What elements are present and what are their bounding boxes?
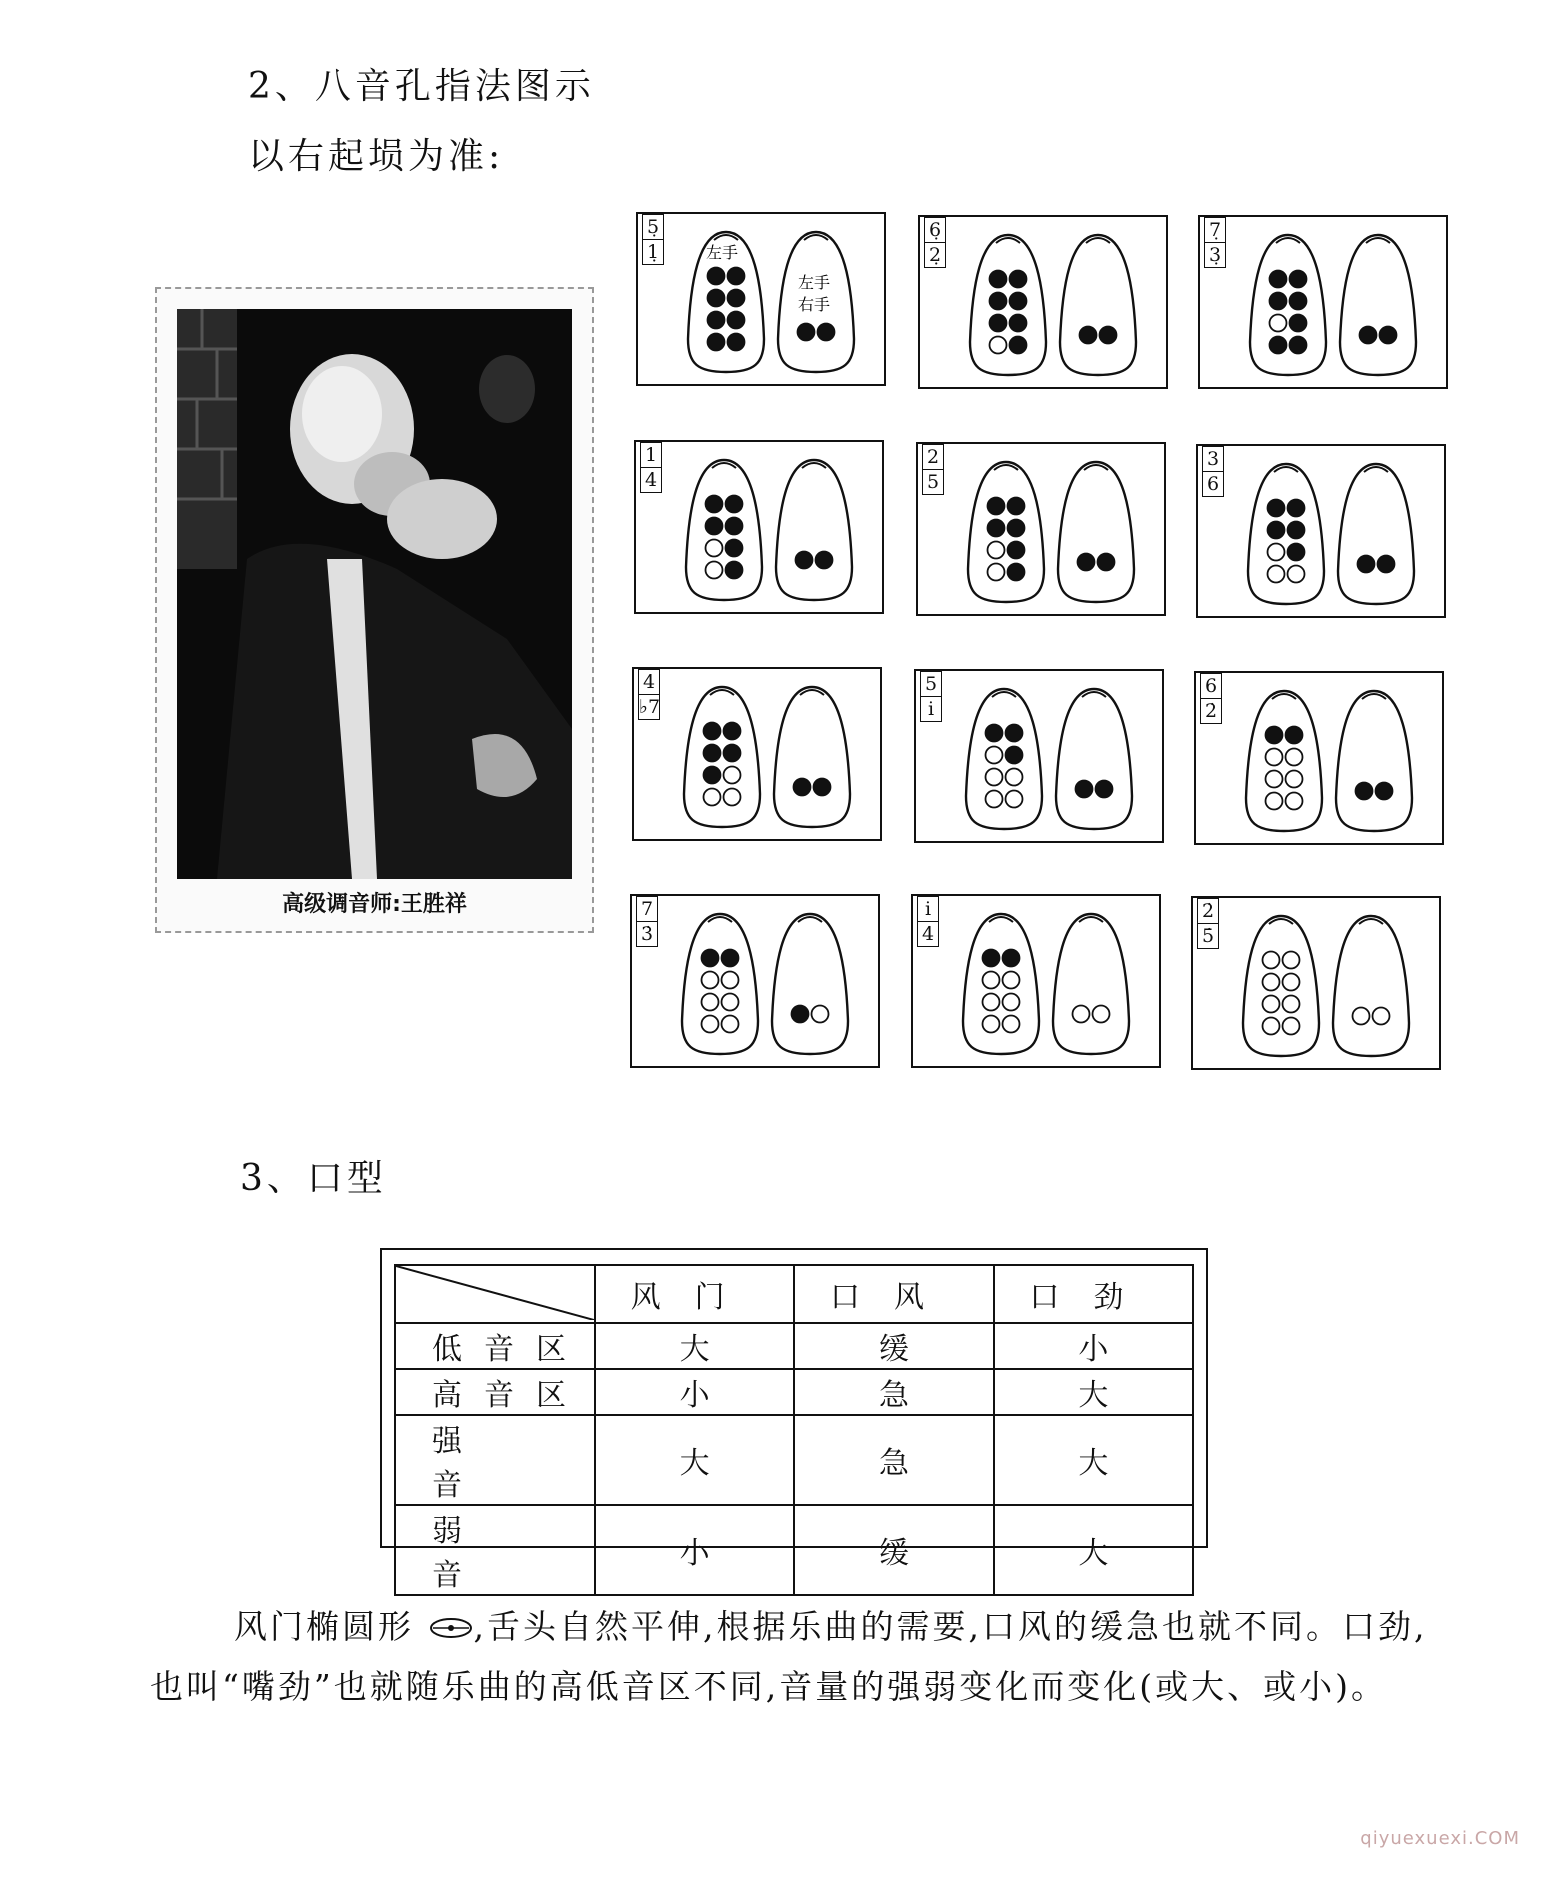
closed-hole-icon	[990, 315, 1007, 332]
open-hole-icon	[1093, 1006, 1110, 1023]
closed-hole-icon	[986, 725, 1003, 742]
fingering-card-2	[918, 215, 1168, 389]
paragraph-part1: 风门椭圆形	[234, 1607, 414, 1646]
open-hole-icon	[1286, 793, 1303, 810]
table-cell: 小	[595, 1369, 794, 1415]
fingering-card-1	[636, 212, 886, 386]
xun-left-body	[1248, 464, 1324, 604]
closed-hole-icon	[1078, 554, 1095, 571]
card-note-label	[642, 214, 664, 265]
note-top: 2̇	[1201, 900, 1215, 922]
open-hole-icon	[983, 1016, 1000, 1033]
closed-hole-icon	[726, 540, 743, 557]
closed-hole-icon	[1098, 554, 1115, 571]
open-hole-icon	[1288, 566, 1305, 583]
xun-right-body	[774, 687, 850, 827]
closed-hole-icon	[728, 312, 745, 329]
closed-hole-icon	[1286, 727, 1303, 744]
closed-hole-icon	[726, 496, 743, 513]
open-hole-icon	[1283, 974, 1300, 991]
xun-right-body	[1058, 462, 1134, 602]
mouth-shape-table	[380, 1248, 1208, 1593]
right-hand-label: 左手	[797, 273, 831, 292]
table-cell: 急	[794, 1369, 993, 1415]
open-hole-icon	[1283, 952, 1300, 969]
closed-hole-icon	[1376, 783, 1393, 800]
open-hole-icon	[702, 972, 719, 989]
closed-hole-icon	[1290, 293, 1307, 310]
closed-hole-icon	[702, 950, 719, 967]
xun-left-body	[1246, 691, 1322, 831]
card-note-label	[917, 896, 939, 947]
open-hole-icon	[1283, 996, 1300, 1013]
closed-hole-icon	[1358, 556, 1375, 573]
xun-right-body	[776, 460, 852, 600]
note-bottom: i	[921, 696, 941, 721]
note-bottom: 2̇	[1201, 698, 1221, 723]
open-hole-icon	[983, 994, 1000, 1011]
closed-hole-icon	[724, 745, 741, 762]
closed-hole-icon	[1288, 544, 1305, 561]
table-cell: 缓	[794, 1323, 993, 1369]
fingering-card-8	[914, 669, 1164, 843]
closed-hole-icon	[1010, 337, 1027, 354]
closed-hole-icon	[990, 293, 1007, 310]
closed-hole-icon	[1360, 327, 1377, 344]
note-bottom: 1̣	[643, 239, 663, 264]
open-hole-icon	[1266, 771, 1283, 788]
section2-title: 2、八音孔指法图示	[248, 66, 595, 107]
xun-fingering-diagram	[632, 896, 882, 1070]
photo-frame	[155, 287, 594, 933]
table-row	[395, 1369, 1193, 1415]
xun-fingering-diagram	[1198, 446, 1448, 620]
xun-left-body	[968, 462, 1044, 602]
card-note-label	[1204, 217, 1226, 268]
xun-fingering-diagram	[913, 896, 1163, 1070]
note-top: 7	[640, 898, 654, 920]
photo-caption: 高级调音师:王胜祥	[282, 892, 467, 917]
fingering-card-7	[632, 667, 882, 841]
row-label: 高音区	[395, 1369, 595, 1415]
open-hole-icon	[988, 564, 1005, 581]
open-hole-icon	[704, 789, 721, 806]
xun-fingering-diagram	[638, 214, 888, 388]
open-hole-icon	[1266, 793, 1283, 810]
fingering-card-5	[916, 442, 1166, 616]
closed-hole-icon	[1380, 327, 1397, 344]
table-corner-cell	[395, 1265, 595, 1323]
closed-hole-icon	[706, 496, 723, 513]
closed-hole-icon	[798, 324, 815, 341]
closed-hole-icon	[988, 520, 1005, 537]
xun-right-body	[1338, 464, 1414, 604]
right-hand-label: 右手	[797, 295, 831, 314]
closed-hole-icon	[1010, 293, 1027, 310]
open-hole-icon	[986, 791, 1003, 808]
paragraph-part2: ,舌头自然平伸,根据乐曲的需要,口风的缓急也就不同。口劲,也叫“嘴劲”也就随乐曲的高低音区不同,音量的强弱变化而变化(或大、或小)。	[150, 1607, 1428, 1706]
table-cell: 缓	[794, 1505, 993, 1595]
note-bottom: 5	[923, 469, 943, 494]
closed-hole-icon	[708, 312, 725, 329]
closed-hole-icon	[1270, 337, 1287, 354]
open-hole-icon	[724, 789, 741, 806]
watermark: qiyuexuexi.COM	[1360, 1828, 1520, 1849]
open-hole-icon	[1263, 974, 1280, 991]
note-bottom: 4	[641, 467, 661, 492]
xun-fingering-diagram	[1196, 673, 1446, 847]
table-row	[395, 1505, 1193, 1595]
open-hole-icon	[1353, 1008, 1370, 1025]
open-hole-icon	[988, 542, 1005, 559]
note-top: 5	[924, 673, 938, 695]
open-hole-icon	[986, 747, 1003, 764]
fingering-card-12	[1191, 896, 1441, 1070]
open-hole-icon	[706, 540, 723, 557]
fingering-card-11	[911, 894, 1161, 1068]
note-bottom: 2̣	[925, 242, 945, 267]
note-top: 3	[1206, 448, 1220, 470]
closed-hole-icon	[814, 779, 831, 796]
table-cell: 大	[994, 1415, 1193, 1505]
card-note-label	[1200, 673, 1222, 724]
closed-hole-icon	[818, 324, 835, 341]
closed-hole-icon	[1378, 556, 1395, 573]
closed-hole-icon	[1266, 727, 1283, 744]
fingering-card-4	[634, 440, 884, 614]
closed-hole-icon	[1270, 293, 1287, 310]
xun-left-body	[963, 914, 1039, 1054]
closed-hole-icon	[1268, 522, 1285, 539]
closed-hole-icon	[722, 950, 739, 967]
open-hole-icon	[1003, 994, 1020, 1011]
card-note-label	[922, 444, 944, 495]
open-hole-icon	[722, 994, 739, 1011]
xun-right-body	[1336, 691, 1412, 831]
closed-hole-icon	[704, 767, 721, 784]
xun-fingering-diagram	[634, 669, 884, 843]
closed-hole-icon	[1268, 500, 1285, 517]
open-hole-icon	[722, 972, 739, 989]
xun-left-body	[970, 235, 1046, 375]
closed-hole-icon	[1290, 337, 1307, 354]
xun-fingering-diagram	[1193, 898, 1443, 1072]
closed-hole-icon	[728, 290, 745, 307]
note-top: i	[924, 898, 932, 920]
closed-hole-icon	[1290, 315, 1307, 332]
xun-left-body	[686, 460, 762, 600]
table-cell: 大	[595, 1415, 794, 1505]
open-hole-icon	[1373, 1008, 1390, 1025]
open-hole-icon	[1268, 544, 1285, 561]
open-hole-icon	[706, 562, 723, 579]
xun-left-body	[966, 689, 1042, 829]
open-hole-icon	[1006, 769, 1023, 786]
row-label: 强音	[395, 1415, 595, 1505]
open-hole-icon	[1283, 1018, 1300, 1035]
closed-hole-icon	[728, 268, 745, 285]
closed-hole-icon	[728, 334, 745, 351]
closed-hole-icon	[708, 334, 725, 351]
table-row	[395, 1323, 1193, 1369]
table-row	[395, 1415, 1193, 1505]
open-hole-icon	[1006, 791, 1023, 808]
xun-right-body	[1056, 689, 1132, 829]
closed-hole-icon	[1100, 327, 1117, 344]
table-cell: 小	[595, 1505, 794, 1595]
section3-title: 3、口型	[240, 1158, 387, 1199]
xun-fingering-diagram	[920, 217, 1170, 391]
closed-hole-icon	[990, 271, 1007, 288]
table-cell: 大	[994, 1369, 1193, 1415]
note-top: 6	[1204, 675, 1218, 697]
note-top: 6̣	[928, 219, 942, 241]
table-header-fengmen: 风门	[595, 1265, 794, 1323]
open-hole-icon	[1073, 1006, 1090, 1023]
card-note-label	[920, 671, 942, 722]
note-bottom: 3̣	[1205, 242, 1225, 267]
open-hole-icon	[1263, 952, 1280, 969]
xun-right-body	[778, 232, 854, 372]
card-note-label	[1197, 898, 1219, 949]
closed-hole-icon	[726, 518, 743, 535]
closed-hole-icon	[704, 723, 721, 740]
fingering-card-10	[630, 894, 880, 1068]
xun-right-body	[1053, 914, 1129, 1054]
closed-hole-icon	[1010, 271, 1027, 288]
note-top: 2	[926, 446, 940, 468]
note-bottom: 5̇	[1198, 923, 1218, 948]
closed-hole-icon	[794, 779, 811, 796]
closed-hole-icon	[988, 498, 1005, 515]
closed-hole-icon	[724, 723, 741, 740]
card-note-label	[636, 896, 658, 947]
open-hole-icon	[990, 337, 1007, 354]
closed-hole-icon	[1288, 522, 1305, 539]
open-hole-icon	[983, 972, 1000, 989]
xun-right-body	[1340, 235, 1416, 375]
row-label: 低音区	[395, 1323, 595, 1369]
note-top: 4	[642, 671, 656, 693]
table-cell: 大	[595, 1323, 794, 1369]
fingering-card-3	[1198, 215, 1448, 389]
card-note-label	[638, 669, 660, 720]
mouth-shape-paragraph	[150, 1598, 1450, 1715]
closed-hole-icon	[1008, 542, 1025, 559]
closed-hole-icon	[1008, 564, 1025, 581]
closed-hole-icon	[704, 745, 721, 762]
closed-hole-icon	[706, 518, 723, 535]
musician-silhouette	[177, 309, 572, 879]
closed-hole-icon	[1080, 327, 1097, 344]
note-bottom: 4̇	[918, 921, 938, 946]
table-cell: 急	[794, 1415, 993, 1505]
open-hole-icon	[1268, 566, 1285, 583]
closed-hole-icon	[1008, 520, 1025, 537]
open-hole-icon	[1263, 1018, 1280, 1035]
closed-hole-icon	[796, 552, 813, 569]
diagonal-line	[396, 1266, 594, 1320]
row-label: 弱音	[395, 1505, 595, 1595]
closed-hole-icon	[1270, 271, 1287, 288]
card-note-label	[640, 442, 662, 493]
xun-left-body	[1250, 235, 1326, 375]
xun-fingering-diagram	[636, 442, 886, 616]
open-hole-icon	[1286, 771, 1303, 788]
open-hole-icon	[724, 767, 741, 784]
closed-hole-icon	[1290, 271, 1307, 288]
open-hole-icon	[722, 1016, 739, 1033]
xun-left-body	[684, 687, 760, 827]
note-bottom: 3̇	[637, 921, 657, 946]
card-note-label	[1202, 446, 1224, 497]
xun-left-body	[688, 232, 764, 372]
note-top: 1	[644, 444, 658, 466]
note-top: 7̣	[1208, 219, 1222, 241]
closed-hole-icon	[1008, 498, 1025, 515]
open-hole-icon	[1286, 749, 1303, 766]
open-hole-icon	[1266, 749, 1283, 766]
table-header-koufeng: 口风	[794, 1265, 993, 1323]
xun-fingering-diagram	[916, 671, 1166, 845]
open-hole-icon	[702, 994, 719, 1011]
xun-fingering-diagram	[918, 444, 1168, 618]
closed-hole-icon	[1006, 725, 1023, 742]
note-bottom: ♭7	[639, 696, 661, 718]
open-hole-icon	[812, 1006, 829, 1023]
closed-hole-icon	[1356, 783, 1373, 800]
note-bottom: 6	[1203, 471, 1223, 496]
closed-hole-icon	[792, 1006, 809, 1023]
card-note-label	[924, 217, 946, 268]
xun-left-body	[1243, 916, 1319, 1056]
open-hole-icon	[1270, 315, 1287, 332]
closed-hole-icon	[1003, 950, 1020, 967]
closed-hole-icon	[726, 562, 743, 579]
section2-subtitle: 以右起埙为准:	[248, 136, 505, 177]
closed-hole-icon	[816, 552, 833, 569]
lips-oval-icon	[428, 1601, 474, 1658]
left-hand-label: 左手	[705, 243, 739, 262]
closed-hole-icon	[1076, 781, 1093, 798]
table-cell: 大	[994, 1505, 1193, 1595]
xun-right-body	[1060, 235, 1136, 375]
open-hole-icon	[702, 1016, 719, 1033]
open-hole-icon	[1003, 972, 1020, 989]
closed-hole-icon	[1010, 315, 1027, 332]
open-hole-icon	[1003, 1016, 1020, 1033]
open-hole-icon	[1263, 996, 1280, 1013]
closed-hole-icon	[708, 290, 725, 307]
open-hole-icon	[986, 769, 1003, 786]
fingering-card-6	[1196, 444, 1446, 618]
closed-hole-icon	[708, 268, 725, 285]
xun-fingering-diagram	[1200, 217, 1450, 391]
closed-hole-icon	[983, 950, 1000, 967]
table-cell: 小	[994, 1323, 1193, 1369]
closed-hole-icon	[1096, 781, 1113, 798]
xun-left-body	[682, 914, 758, 1054]
fingering-card-9	[1194, 671, 1444, 845]
xun-right-body	[1333, 916, 1409, 1056]
closed-hole-icon	[1006, 747, 1023, 764]
xun-right-body	[772, 914, 848, 1054]
note-top: 5̣	[646, 216, 660, 238]
musician-photo	[177, 309, 572, 879]
table-header-koujin: 口劲	[994, 1265, 1193, 1323]
closed-hole-icon	[1288, 500, 1305, 517]
